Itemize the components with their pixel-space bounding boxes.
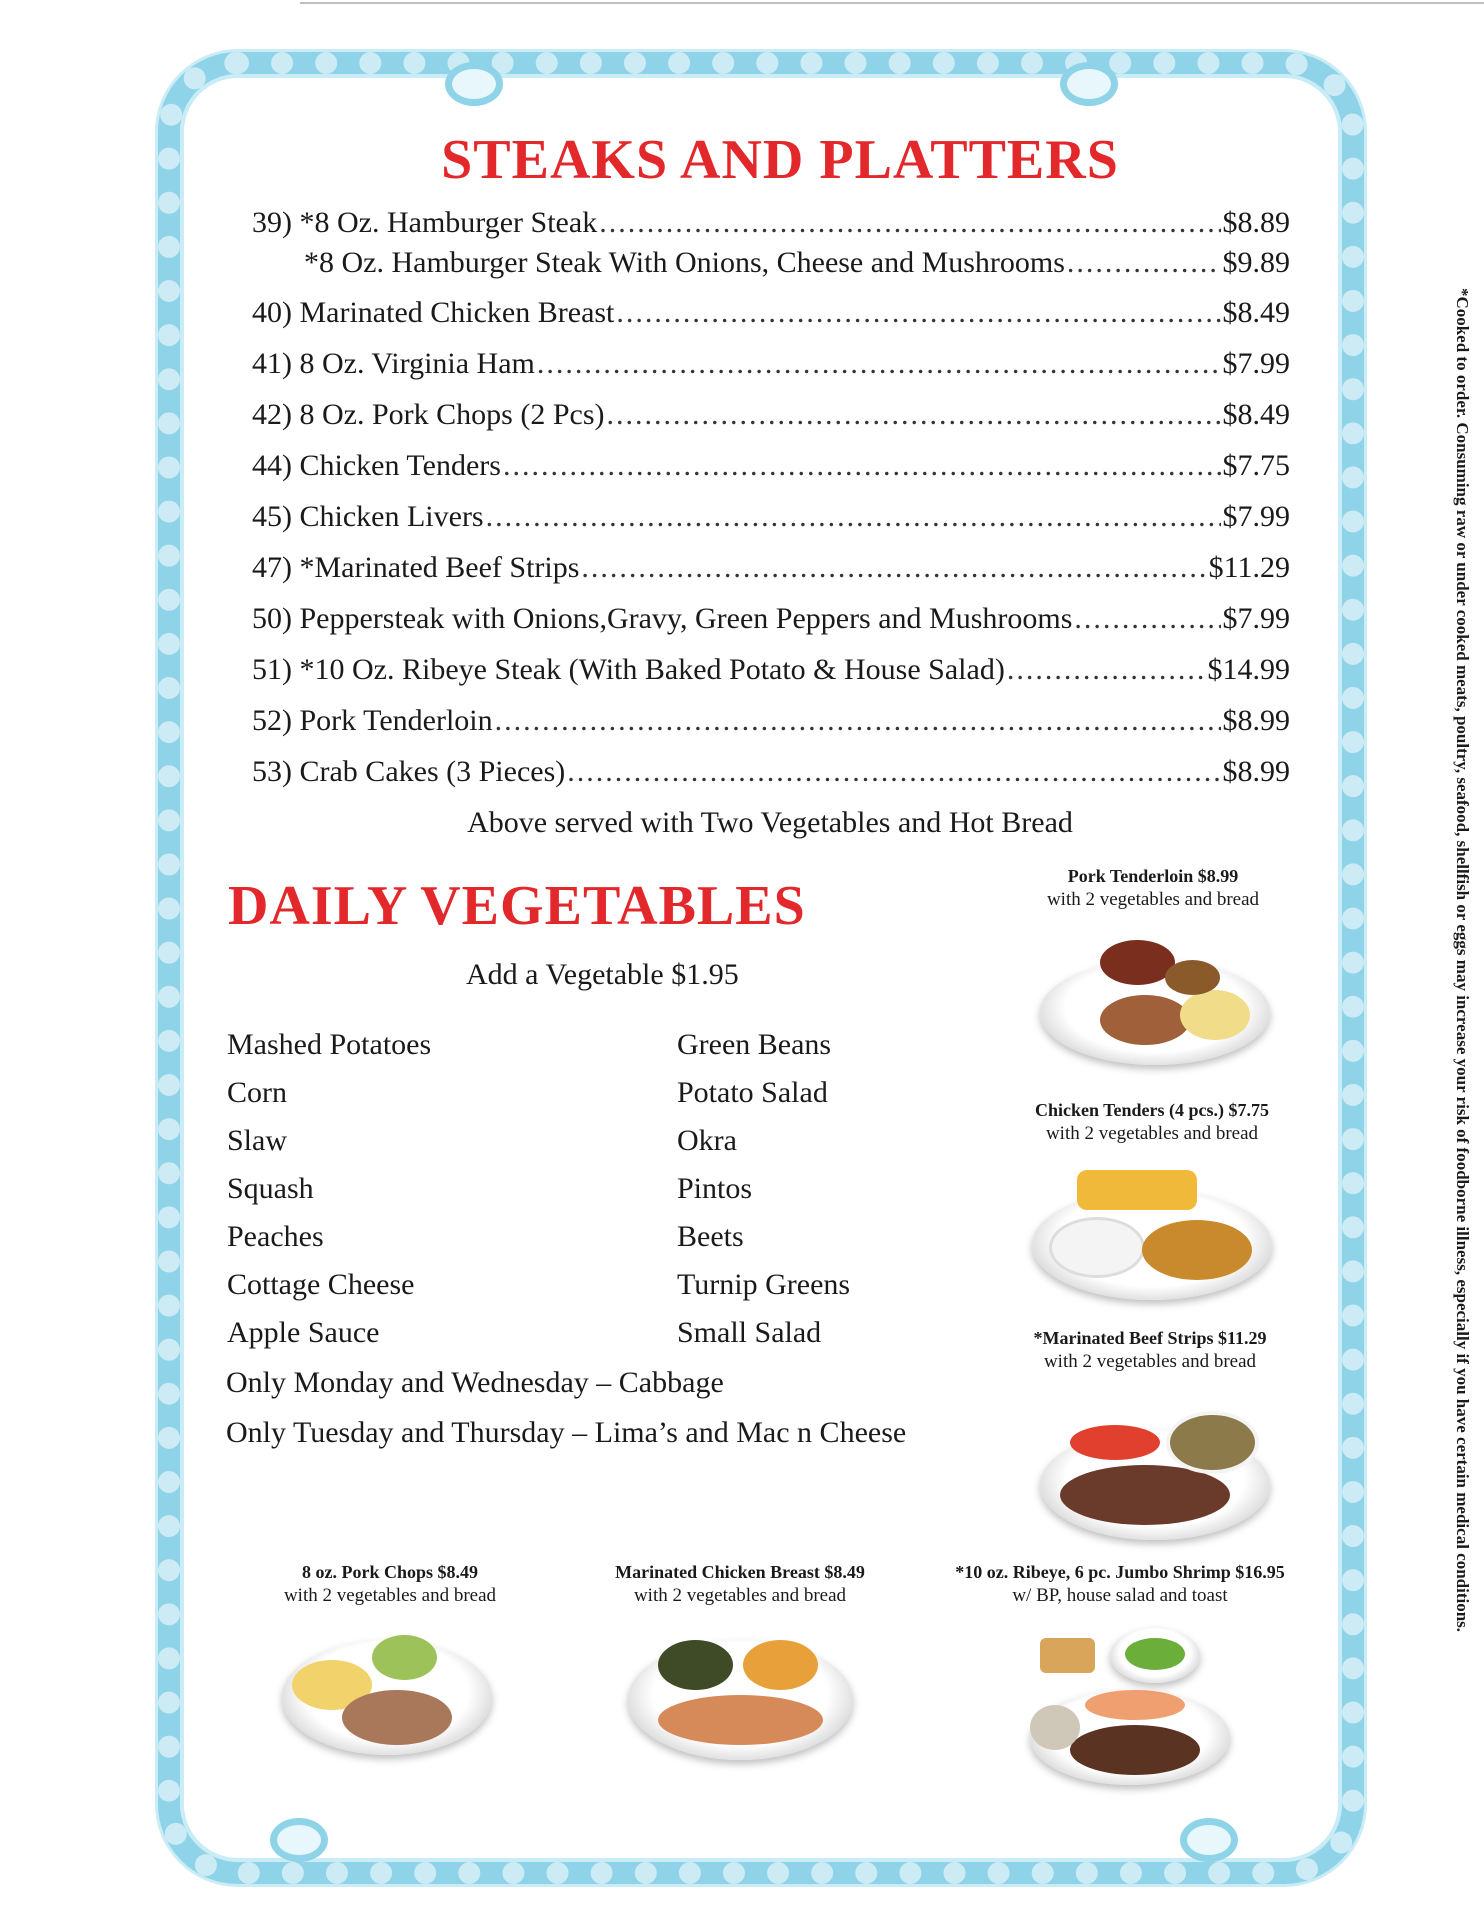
photo-caption-title: Pork Tenderloin $8.99	[1067, 866, 1239, 886]
menu-item-name: 50) Peppersteak with Onions,Gravy, Green Peppers and Mushrooms	[252, 602, 1073, 635]
photo-caption	[1008, 866, 1298, 911]
menu-item-name: 40) Marinated Chicken Breast	[252, 296, 615, 329]
menu-item-price: $11.29	[1208, 551, 1290, 584]
vegetable-special: Only Tuesday and Thursday – Lima’s and Mac n Cheese	[226, 1416, 907, 1449]
menu-item	[252, 551, 1290, 591]
menu-item-price: $8.99	[1222, 704, 1290, 737]
salad-photo	[1110, 1628, 1200, 1683]
menu-item-price: $7.99	[1222, 347, 1290, 380]
menu-item-price: $7.75	[1222, 449, 1290, 482]
dot-leader	[616, 296, 1220, 330]
menu-item	[252, 296, 1290, 336]
pork-chops-photo	[282, 1640, 492, 1755]
menu-item-price: $7.99	[1222, 602, 1290, 635]
vegetable-item: Green Beans	[677, 1028, 832, 1061]
dot-leader	[495, 704, 1221, 738]
vegetable-item: Beets	[677, 1220, 744, 1253]
photo-caption	[940, 1562, 1300, 1607]
menu-item	[252, 755, 1290, 795]
steaks-note: Above served with Two Vegetables and Hot Bread	[467, 806, 1073, 839]
vegetables-title: DAILY VEGETABLES	[228, 875, 806, 937]
chicken-tenders-photo	[1032, 1190, 1272, 1300]
beef-strips-photo	[1040, 1430, 1270, 1540]
disclaimer-note: *Cooked to order. Consuming raw or under cooked meats, poultry, seafood, shellfish or eggs may increase your risk of foodborne illness, especially if you have certain medical conditions.	[1453, 287, 1472, 1633]
menu-item-price: $7.99	[1222, 500, 1290, 533]
vegetable-item: Peaches	[227, 1220, 324, 1253]
rope-knot-icon	[1180, 1818, 1238, 1862]
dot-leader	[599, 206, 1220, 240]
photo-caption-title: 8 oz. Pork Chops $8.49	[301, 1562, 478, 1582]
photo-caption-title: Chicken Tenders (4 pcs.) $7.75	[1034, 1100, 1270, 1120]
menu-item-name: 42) 8 Oz. Pork Chops (2 Pcs)	[252, 398, 605, 431]
menu-item-price: $9.89	[1222, 246, 1290, 279]
menu-item	[252, 653, 1290, 693]
photo-caption	[230, 1562, 550, 1607]
dot-leader	[607, 398, 1221, 432]
rope-knot-icon	[270, 1818, 328, 1862]
rope-knot-icon	[445, 62, 503, 106]
vegetable-item: Turnip Greens	[677, 1268, 851, 1301]
photo-caption-title: Marinated Chicken Breast $8.49	[615, 1562, 865, 1582]
vegetable-item: Cottage Cheese	[227, 1268, 415, 1301]
vegetable-item: Squash	[227, 1172, 314, 1205]
steaks-title: STEAKS AND PLATTERS	[441, 129, 1119, 191]
menu-item-name: 39) *8 Oz. Hamburger Steak	[252, 206, 598, 239]
photo-caption-sub: with 2 vegetables and bread	[1045, 1123, 1259, 1144]
menu-item	[252, 347, 1290, 387]
vegetable-item: Mashed Potatoes	[227, 1028, 432, 1061]
photo-caption	[580, 1562, 900, 1607]
dot-leader	[567, 755, 1220, 789]
photo-caption	[992, 1100, 1312, 1145]
dot-leader	[1067, 246, 1221, 280]
scan-edge-line	[300, 2, 1484, 4]
photo-caption-sub: with 2 vegetables and bread	[1046, 889, 1260, 910]
menu-item	[252, 704, 1290, 744]
vegetable-item: Pintos	[677, 1172, 753, 1205]
photo-caption	[1000, 1328, 1300, 1373]
vegetable-item: Apple Sauce	[227, 1316, 380, 1349]
menu-item	[304, 246, 1290, 286]
menu-item-name: *8 Oz. Hamburger Steak With Onions, Cheese and Mushrooms	[304, 246, 1065, 279]
menu-item-price: $8.99	[1222, 755, 1290, 788]
menu-item-price: $8.49	[1222, 296, 1290, 329]
photo-caption-sub: with 2 vegetables and bread	[1043, 1351, 1257, 1372]
menu-item-name: 47) *Marinated Beef Strips	[252, 551, 580, 584]
menu-item-name: 51) *10 Oz. Ribeye Steak (With Baked Potato & House Salad)	[252, 653, 1005, 686]
dot-leader	[1007, 653, 1206, 687]
photo-caption-sub: with 2 vegetables and bread	[283, 1585, 497, 1606]
vegetable-item: Okra	[677, 1124, 737, 1157]
chicken-breast-photo	[628, 1640, 853, 1760]
menu-item	[252, 500, 1290, 540]
vegetable-item: Small Salad	[677, 1316, 822, 1349]
dot-leader	[486, 500, 1221, 534]
menu-item-name: 44) Chicken Tenders	[252, 449, 501, 482]
menu-item-name: 45) Chicken Livers	[252, 500, 484, 533]
dot-leader	[503, 449, 1221, 483]
dot-leader	[581, 551, 1206, 585]
dot-leader	[1074, 602, 1220, 636]
menu-item-price: $14.99	[1207, 653, 1290, 686]
menu-item-price: $8.49	[1222, 398, 1290, 431]
menu-item-name: 52) Pork Tenderloin	[252, 704, 493, 737]
menu-item	[252, 206, 1290, 246]
menu-item	[252, 449, 1290, 489]
ribeye-shrimp-photo	[1030, 1690, 1230, 1785]
add-vegetable-price: Add a Vegetable $1.95	[466, 958, 739, 991]
menu-item-price: $8.89	[1222, 206, 1290, 239]
vegetable-item: Corn	[227, 1076, 287, 1109]
menu-item	[252, 602, 1290, 642]
vegetable-item: Slaw	[227, 1124, 287, 1157]
photo-caption-title: *10 oz. Ribeye, 6 pc. Jumbo Shrimp $16.95	[955, 1562, 1285, 1582]
toast-photo	[1040, 1638, 1095, 1673]
menu-item-name: 41) 8 Oz. Virginia Ham	[252, 347, 535, 380]
pork-tenderloin-photo	[1040, 960, 1270, 1065]
vegetable-item: Potato Salad	[677, 1076, 828, 1109]
rope-knot-icon	[1060, 62, 1118, 106]
photo-caption-sub: w/ BP, house salad and toast	[1012, 1585, 1228, 1606]
vegetable-special: Only Monday and Wednesday – Cabbage	[226, 1366, 724, 1399]
photo-caption-sub: with 2 vegetables and bread	[633, 1585, 847, 1606]
dot-leader	[537, 347, 1221, 381]
menu-item-name: 53) Crab Cakes (3 Pieces)	[252, 755, 566, 788]
photo-caption-title: *Marinated Beef Strips $11.29	[1033, 1328, 1267, 1348]
menu-item	[252, 398, 1290, 438]
